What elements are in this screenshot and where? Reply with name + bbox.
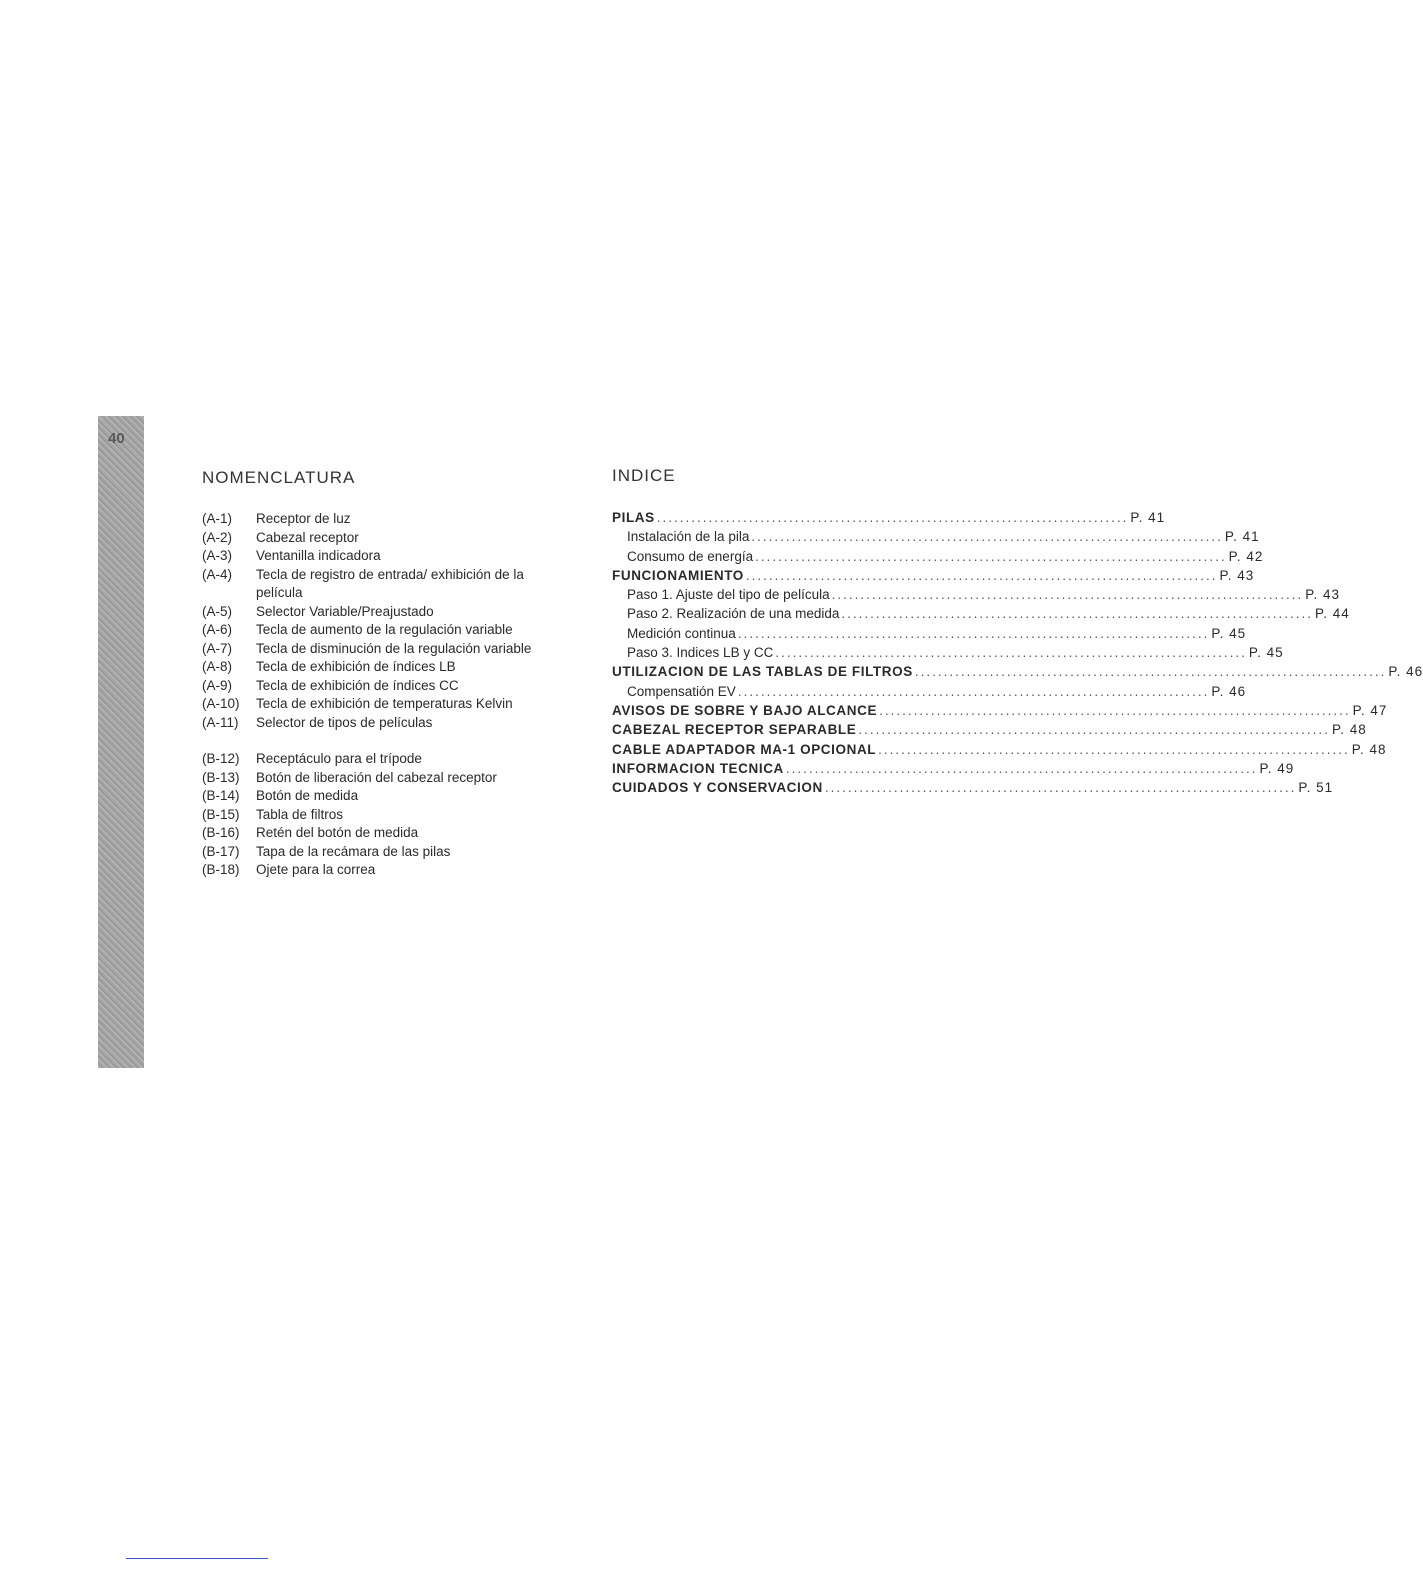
nomenclatura-list-b [202, 750, 532, 880]
leader-dots: .................................................................................. [656, 510, 1129, 525]
item-label: Tecla de exhibición de temperaturas Kelvin [256, 696, 513, 711]
item-code: (B-15) [202, 806, 240, 822]
leader-dots: .................................................................................. [737, 683, 1210, 699]
toc-entry[interactable] [612, 740, 1387, 759]
item-label: Cabezal receptor [256, 529, 359, 545]
toc-label: PILAS [612, 510, 655, 525]
toc-label: CUIDADOS Y CONSERVACION [612, 780, 823, 796]
item-label: Botón de liberación del cabezal receptor [256, 769, 497, 785]
toc-label: CABEZAL RECEPTOR SEPARABLE [612, 722, 857, 738]
item-code: (A-6) [202, 622, 232, 637]
leader-dots: .................................................................................. [878, 741, 1350, 757]
list-item [202, 714, 532, 733]
item-code: (A-7) [202, 640, 232, 656]
list-item [202, 547, 532, 566]
toc-label: Compensatión EV [627, 683, 736, 699]
toc-entry[interactable] [612, 662, 1423, 681]
item-label: Tabla de filtros [256, 806, 344, 822]
toc-page: P. 46 [1388, 664, 1423, 680]
toc-page: P. 43 [1219, 567, 1255, 583]
list-item [202, 621, 532, 640]
list-item [202, 677, 532, 696]
toc-label: FUNCIONAMIENTO [612, 567, 744, 583]
list-item [202, 806, 532, 825]
item-code: (B-16) [202, 825, 240, 840]
list-item [202, 510, 532, 529]
item-code: (A-9) [202, 677, 232, 693]
toc-entry[interactable] [612, 604, 1350, 623]
item-label: Selector Variable/Preajustado [256, 603, 434, 619]
page-number: 40 [108, 430, 125, 447]
leader-dots: .................................................................................. [879, 702, 1351, 718]
toc-label: INFORMACION TECNICA [612, 760, 784, 776]
leader-dots: .................................................................................. [755, 548, 1227, 564]
item-code: (A-8) [202, 659, 232, 674]
toc-page: P. 51 [1298, 780, 1334, 796]
item-code: (A-3) [202, 548, 232, 563]
leader-dots: .................................................................................. [745, 567, 1218, 583]
toc-label: Medición continua [627, 625, 736, 641]
toc-page: P. 45 [1248, 645, 1284, 661]
toc-label: Paso 2. Realización de una medida [627, 606, 840, 622]
leader-dots: .................................................................................. [858, 722, 1330, 738]
toc-page: P. 46 [1211, 683, 1247, 699]
leader-dots: .................................................................................. [824, 780, 1297, 796]
toc-entry[interactable] [612, 643, 1284, 662]
toc-page: P. 48 [1331, 722, 1367, 738]
toc-entry[interactable] [612, 585, 1340, 604]
item-label: Tecla de registro de entrada/ exhibición de la película [256, 566, 524, 600]
leader-dots: .................................................................................. [751, 529, 1223, 545]
item-label: Tecla de exhibición de índices CC [256, 677, 459, 693]
item-label: Tecla de exhibición de índices LB [256, 659, 456, 674]
toc-entry[interactable] [612, 759, 1295, 778]
list-item [202, 658, 532, 677]
toc-entry[interactable] [612, 682, 1247, 701]
side-tab [98, 416, 144, 1068]
leader-dots: .................................................................................. [785, 760, 1258, 776]
item-code: (A-4) [202, 566, 232, 582]
list-item [202, 566, 532, 603]
leader-dots: .................................................................................. [914, 664, 1387, 680]
toc-entry[interactable] [612, 778, 1334, 797]
toc-page: P. 48 [1351, 741, 1387, 757]
item-code: (A-5) [202, 603, 232, 619]
toc-label: Paso 3. Indices LB y CC [627, 645, 774, 661]
list-item [202, 529, 532, 548]
toc-page: P. 45 [1211, 625, 1247, 641]
indice-title: INDICE [612, 466, 676, 485]
toc-page: P. 42 [1228, 548, 1264, 564]
toc-label: Consumo de energía [627, 548, 754, 564]
toc-entry[interactable] [612, 508, 1166, 527]
item-label: Receptáculo para el trípode [256, 751, 422, 766]
list-item [202, 640, 532, 659]
list-item [202, 861, 532, 880]
toc-label: UTILIZACION DE LAS TABLAS DE FILTROS [612, 664, 913, 680]
item-code: (A-2) [202, 529, 232, 545]
toc-label: CABLE ADAPTADOR MA-1 OPCIONAL [612, 741, 877, 757]
item-code: (B-18) [202, 862, 240, 877]
item-code: (B-13) [202, 769, 240, 785]
toc-page: P. 41 [1130, 510, 1166, 525]
item-label: Retén del botón de medida [256, 825, 419, 840]
item-label: Botón de medida [256, 788, 359, 803]
item-code: (B-17) [202, 843, 240, 859]
toc-entry[interactable] [612, 527, 1260, 546]
toc-entry[interactable] [612, 701, 1388, 720]
item-label: Tecla de aumento de la regulación variable [256, 622, 513, 637]
leader-dots: .................................................................................. [831, 587, 1304, 603]
list-item [202, 824, 532, 843]
toc-page: P. 47 [1352, 702, 1388, 718]
leader-dots: .................................................................................. [737, 625, 1210, 641]
toc-label: Instalación de la pila [627, 529, 750, 545]
list-item [202, 695, 532, 714]
toc-page: P. 41 [1224, 529, 1260, 545]
item-label: Ojete para la correa [256, 862, 376, 877]
list-item [202, 769, 532, 788]
footer-rule [126, 1558, 268, 1559]
item-code: (B-12) [202, 751, 240, 766]
item-code: (A-1) [202, 511, 232, 526]
toc-page: P. 43 [1305, 587, 1340, 603]
item-label: Receptor de luz [256, 511, 351, 526]
toc-page: P. 44 [1314, 606, 1350, 622]
toc-entry[interactable] [612, 566, 1255, 585]
item-label: Selector de tipos de películas [256, 714, 433, 730]
toc-entry[interactable] [612, 547, 1264, 566]
item-label: Tapa de la recámara de las pilas [256, 843, 451, 859]
indice-list [612, 508, 1423, 797]
list-item [202, 603, 532, 622]
list-item [202, 750, 532, 769]
list-item [202, 787, 532, 806]
toc-entry[interactable] [612, 624, 1247, 643]
item-label: Tecla de disminución de la regulación variable [256, 640, 532, 656]
toc-page: P. 49 [1259, 760, 1295, 776]
nomenclatura-section [202, 468, 532, 880]
item-code: (A-10) [202, 696, 240, 711]
leader-dots: .................................................................................. [841, 606, 1313, 622]
toc-label: Paso 1. Ajuste del tipo de película [627, 587, 830, 603]
item-code: (B-14) [202, 788, 240, 803]
toc-entry[interactable] [612, 720, 1367, 739]
list-item [202, 843, 532, 862]
item-code: (A-11) [202, 714, 239, 730]
toc-label: AVISOS DE SOBRE Y BAJO ALCANCE [612, 702, 878, 718]
indice-section [612, 466, 1423, 797]
item-label: Ventanilla indicadora [256, 548, 381, 563]
nomenclatura-title: NOMENCLATURA [202, 468, 356, 487]
leader-dots: .................................................................................. [775, 645, 1247, 661]
nomenclatura-list-a [202, 510, 532, 732]
